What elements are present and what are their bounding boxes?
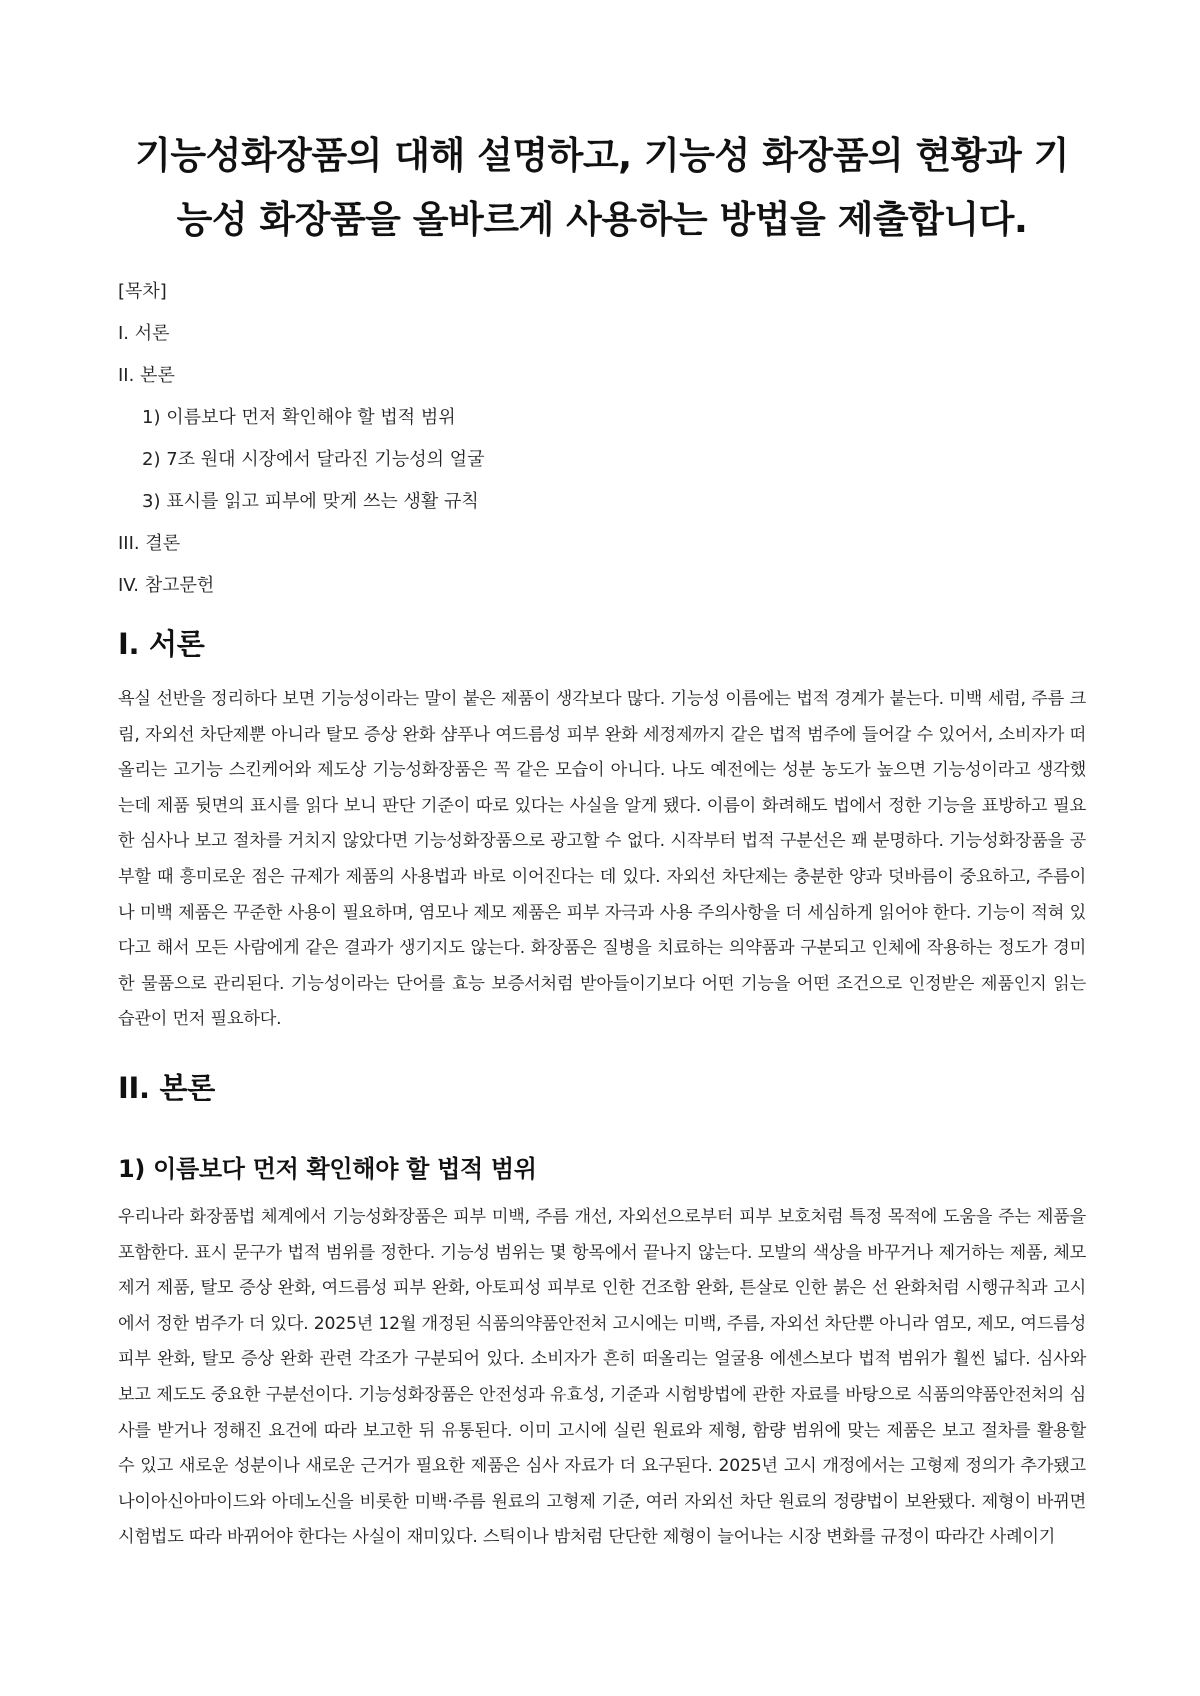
table-of-contents [118, 282, 1086, 596]
toc-item-body-1: 1) 이름보다 먼저 확인해야 할 법적 범위 [142, 407, 456, 428]
intro-heading: I. 서론 [118, 627, 205, 661]
body-heading: II. 본론 [118, 1070, 215, 1105]
body-subsection-1 [118, 1152, 1086, 1556]
subsection-1-paragraph: 우리나라 화장품법 체계에서 기능성화장품은 피부 미백, 주름 개선, 자외선으로부터 피부 보호처럼 특정 목적에 도움을 주는 제품을 포함한다. 표시 문구가 법적 범위를 정한다. 기능성 범위는 몇 항목에서 끝나지 않는다. 모발의 색상을 바꾸거나 제거하는 제품, 체모 제거 제품, 탈모 증상 완화, 여드름성 피부 완화, 아토피성 피부로 인한 건조함 완화, 튼살로 인한 붉은 선 완화처럼 시행규칙과 고시에서 정한 범주가 더 있다. 2025년 12월 개정된 식품의약품안전처 고시에는 미백, 주름, 자외선 차단뿐 아니라 염모, 제모, 여드름성 피부 완화, 탈모 증상 완화 관련 각조가 구분되어 있다. 소비자가 흔히 떠올리는 얼굴용 에센스보다 법적 범위가 훨씬 넓다. 심사와 보고 제도도 중요한 구분선이다. 기능성화장품은 안전성과 유효성, 기준과 시험방법에 관한 자료를 바탕으로 식품의약품안전처의 심사를 받거나 정해진 요건에 따라 보고한 뒤 유통된다. 이미 고시에 실린 원료와 제형, 함량 범위에 맞는 제품은 보고 절차를 활용할 수 있고 새로운 성분이나 새로운 근거가 필요한 제품은 심사 자료가 더 요구된다. 2025년 고시 개정에서는 고형제 정의가 추가됐고 나이아신아마이드와 아데노신을 비롯한 미백·주름 원료의 고형제 기준, 여러 자외선 차단 원료의 정량법이 보완됐다. 제형이 바뀌면 시험법도 따라 바뀌어야 한다는 사실이 재미있다. 스틱이나 밤처럼 단단한 제형이 늘어나는 시장 변화를 규정이 따라간 사례이기 [118, 1206, 1086, 1548]
body-section [118, 1068, 1086, 1556]
toc-item-body: II. 본론 [118, 365, 175, 386]
intro-section [118, 624, 1086, 1038]
toc-item-intro: I. 서론 [118, 323, 170, 344]
toc-item-body-2: 2) 7조 원대 시장에서 달라진 기능성의 얼굴 [142, 449, 485, 470]
document-title: 기능성화장품의 대해 설명하고, 기능성 화장품의 현황과 기능성 화장품을 올바르게 사용하는 방법을 제출합니다. [135, 134, 1069, 241]
subsection-1-heading: 1) 이름보다 먼저 확인해야 할 법적 범위 [118, 1154, 537, 1183]
document-page [118, 0, 1086, 1556]
intro-paragraph: 욕실 선반을 정리하다 보면 기능성이라는 말이 붙은 제품이 생각보다 많다. 기능성 이름에는 법적 경계가 붙는다. 미백 세럼, 주름 크림, 자외선 차단제뿐 아니라 탈모 증상 완화 샴푸나 여드름성 피부 완화 세정제까지 같은 법적 범주에 들어갈 수 있어서, 소비자가 떠올리는 고기능 스킨케어와 제도상 기능성화장품은 꼭 같은 모습이 아니다. 나도 예전에는 성분 농도가 높으면 기능성이라고 생각했는데 제품 뒷면의 표시를 읽다 보니 판단 기준이 따로 있다는 사실을 알게 됐다. 이름이 화려해도 법에서 정한 기능을 표방하고 필요한 심사나 보고 절차를 거치지 않았다면 기능성화장품으로 광고할 수 없다. 시작부터 법적 구분선은 꽤 분명하다. 기능성화장품을 공부할 때 흥미로운 점은 규제가 제품의 사용법과 바로 이어진다는 데 있다. 자외선 차단제는 충분한 양과 덧바름이 중요하고, 주름이나 미백 제품은 꾸준한 사용이 필요하며, 염모나 제모 제품은 피부 자극과 사용 주의사항을 더 세심하게 읽어야 한다. 기능이 적혀 있다고 해서 모든 사람에게 같은 결과가 생기지도 않는다. 화장품은 질병을 치료하는 의약품과 구분되고 인체에 작용하는 정도가 경미한 물품으로 관리된다. 기능성이라는 단어를 효능 보증서처럼 받아들이기보다 어떤 기능을 어떤 조건으로 인정받은 제품인지 읽는 습관이 먼저 필요하다. [118, 689, 1086, 1030]
toc-item-conclusion: III. 결론 [118, 533, 181, 554]
toc-item-references: IV. 참고문헌 [118, 575, 215, 596]
toc-heading: [목차] [118, 281, 167, 302]
toc-item-body-3: 3) 표시를 읽고 피부에 맞게 쓰는 생활 규칙 [142, 491, 479, 512]
